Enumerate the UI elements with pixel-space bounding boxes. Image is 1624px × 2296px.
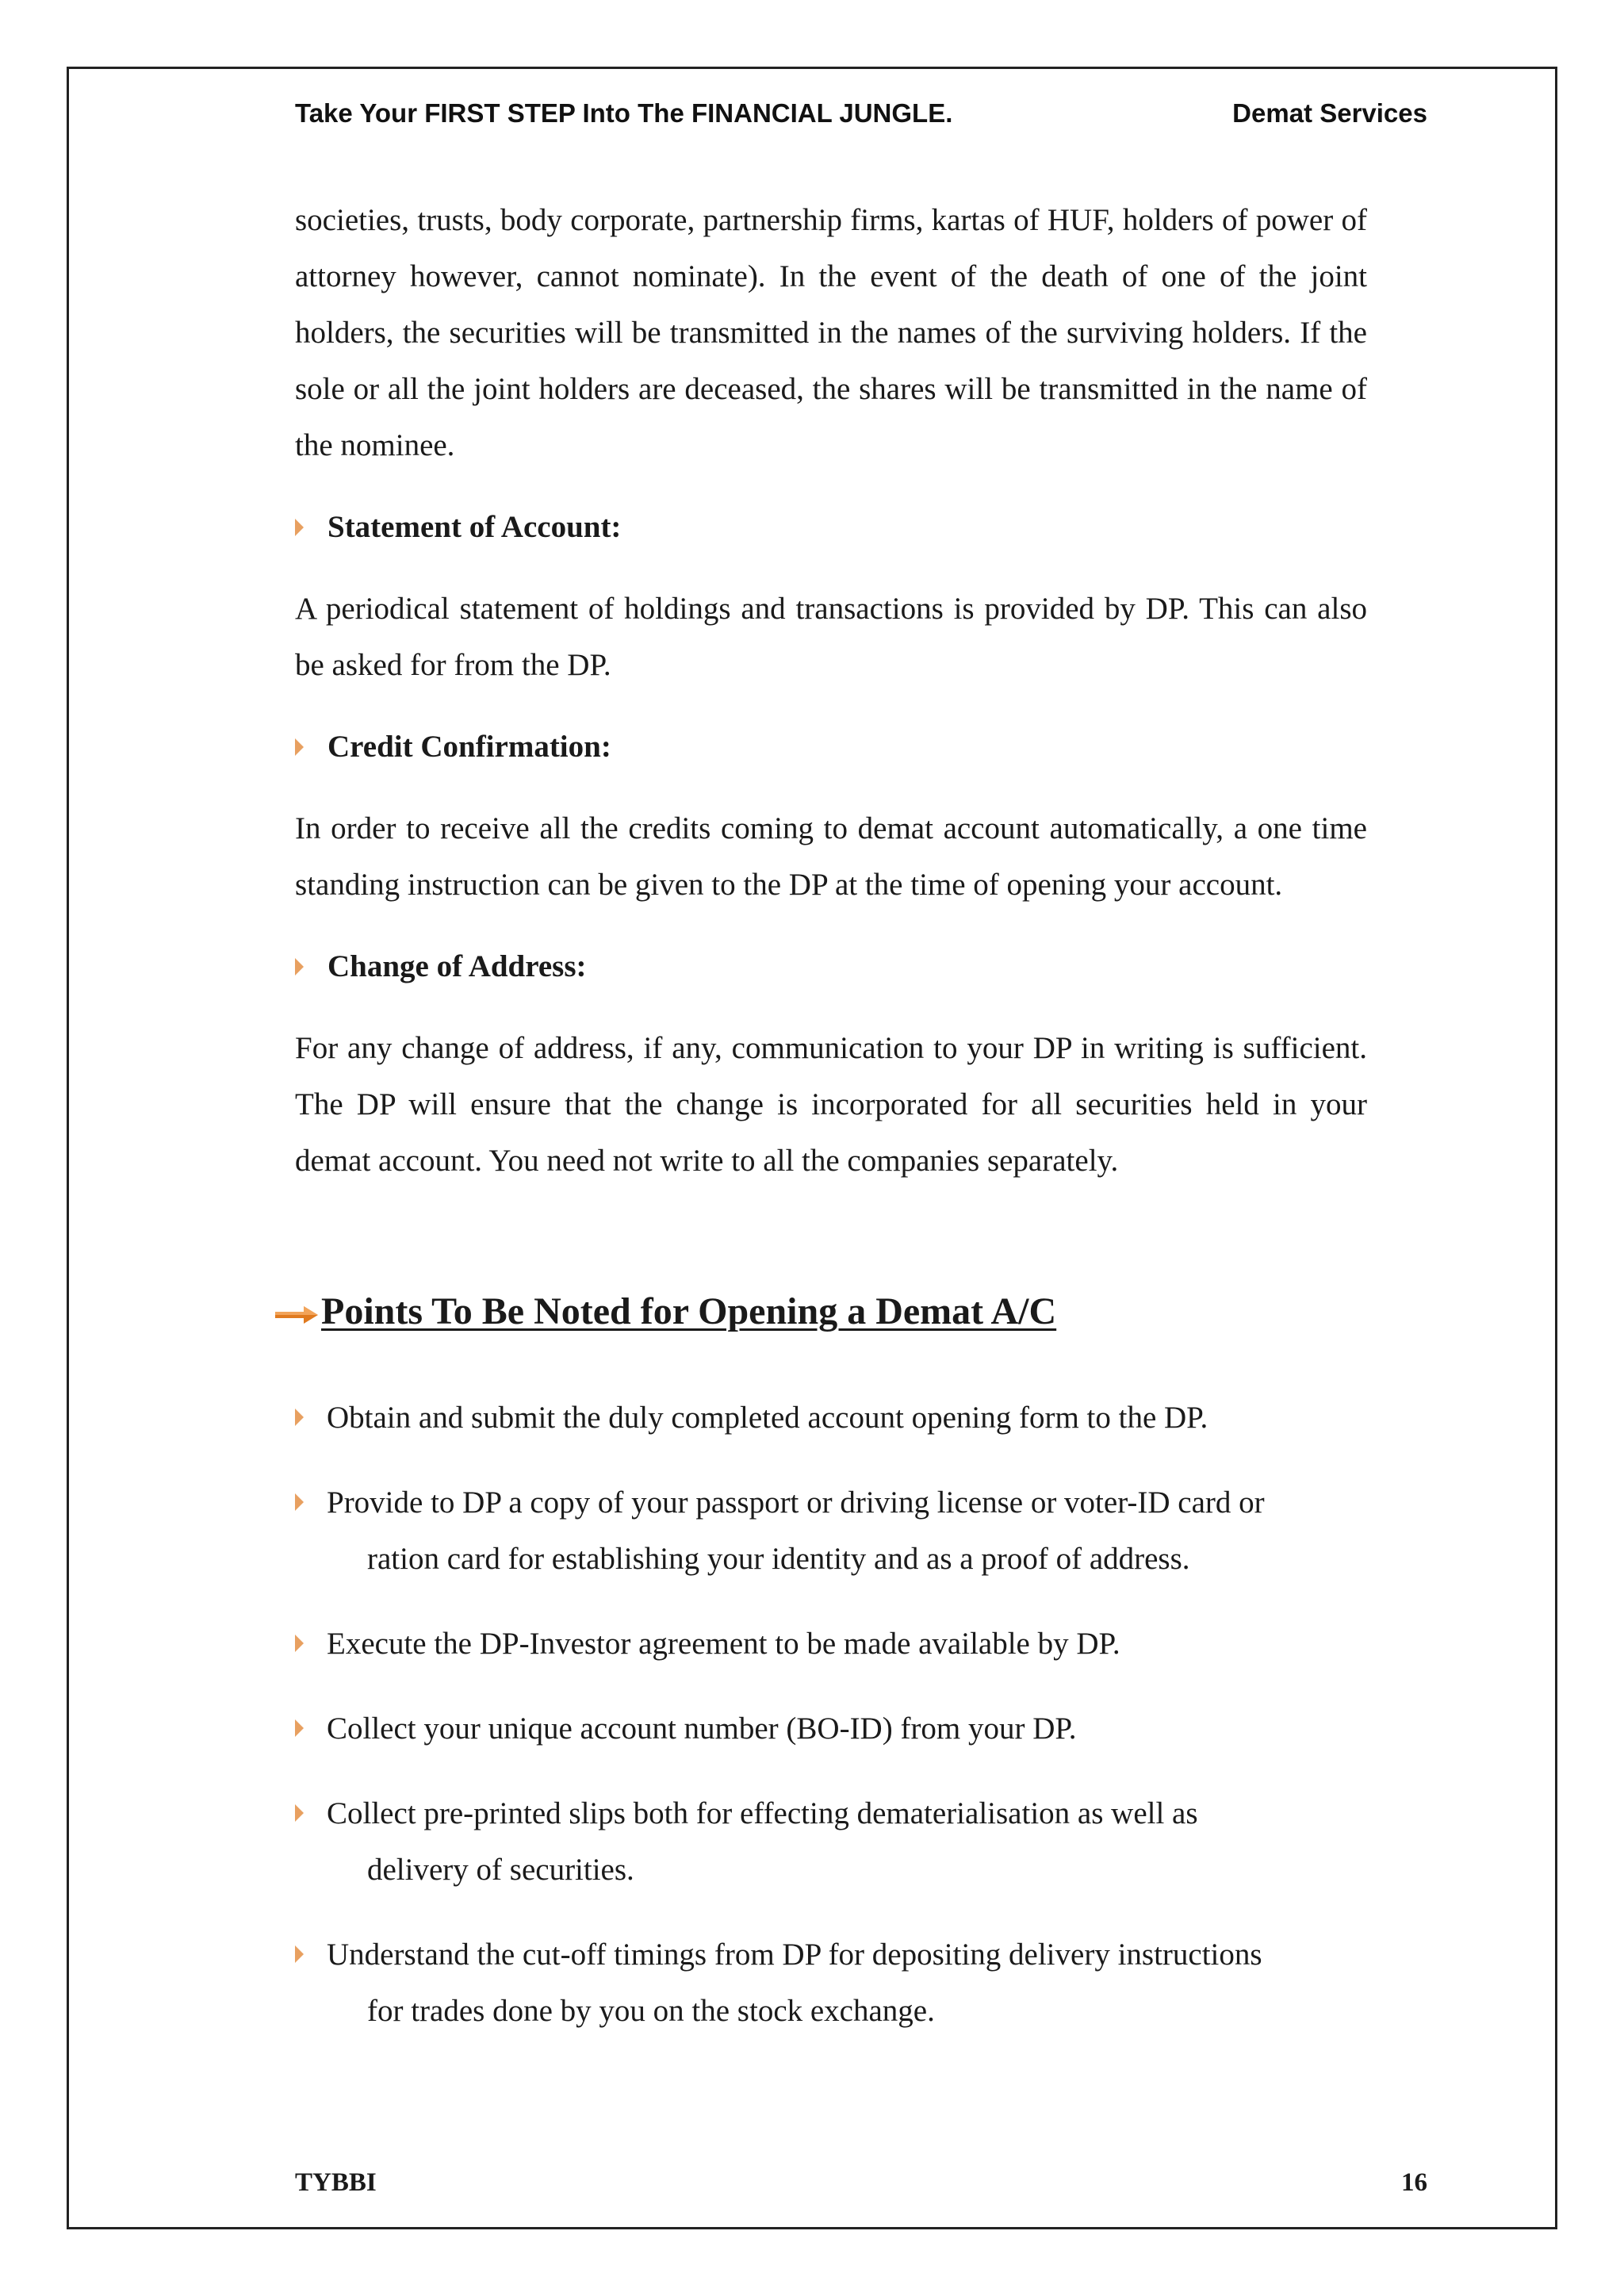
section-heading-address: Change of Address: (295, 938, 1367, 995)
list-item: Collect your unique account number (BO-ID) from your DP. (295, 1700, 1362, 1757)
bullet-triangle-icon (295, 738, 304, 756)
list-item: Collect pre-printed slips both for effecting dematerialisation as well as delivery of securities. (295, 1785, 1362, 1898)
section-heading-statement: Statement of Account: (295, 499, 1367, 555)
list-item: Provide to DP a copy of your passport or driving license or voter-ID card or ration card for establishing your identity and as a proof of address. (295, 1474, 1362, 1587)
section-body-address: For any change of address, if any, communication to your DP in writing is sufficient. The DP will ensure that the change is incorporated for all securities held in your demat account. You need not write to all the companies separately. (295, 1031, 1367, 1178)
footer-course: TYBBI (295, 2168, 377, 2197)
list-item: Execute the DP-Investor agreement to be made available by DP. (295, 1616, 1362, 1672)
bullet-triangle-icon (295, 519, 304, 536)
main-heading: Points To Be Noted for Opening a Demat A/C (274, 1286, 1056, 1337)
main-content (295, 192, 1367, 1189)
bullet-triangle-icon (295, 1719, 304, 1737)
header-title: Take Your FIRST STEP Into The FINANCIAL JUNGLE. (295, 98, 953, 128)
intro-paragraph: societies, trusts, body corporate, partnership firms, kartas of HUF, holders of power of attorney however, cannot nominate). In the event of the death of one of the joint holders, the securities will be transmitted in the names of the surviving holders. If the sole or all the joint holders are deceased, the shares will be transmitted in the name of the nominee. (295, 203, 1367, 462)
bullet-triangle-icon (295, 1493, 304, 1511)
bullet-triangle-icon (295, 958, 304, 976)
header-section-name: Demat Services (1232, 98, 1427, 128)
section-heading-credit: Credit Confirmation: (295, 719, 1367, 775)
list-item: Obtain and submit the duly completed account opening form to the DP. (295, 1389, 1362, 1446)
points-list (295, 1389, 1362, 2068)
bullet-triangle-icon (295, 1409, 304, 1426)
section-body-statement: A periodical statement of holdings and transactions is provided by DP. This can also be asked for from the DP. (295, 592, 1367, 682)
bullet-triangle-icon (295, 1635, 304, 1652)
arrow-icon (274, 1303, 320, 1327)
bullet-triangle-icon (295, 1804, 304, 1822)
list-item: Understand the cut-off timings from DP for depositing delivery instructions for trades done by you on the stock exchange. (295, 1926, 1362, 2039)
bullet-triangle-icon (295, 1945, 304, 1963)
page-number: 16 (1401, 2168, 1427, 2197)
section-body-credit: In order to receive all the credits coming to demat account automatically, a one time standing instruction can be given to the DP at the time of opening your account. (295, 811, 1367, 902)
